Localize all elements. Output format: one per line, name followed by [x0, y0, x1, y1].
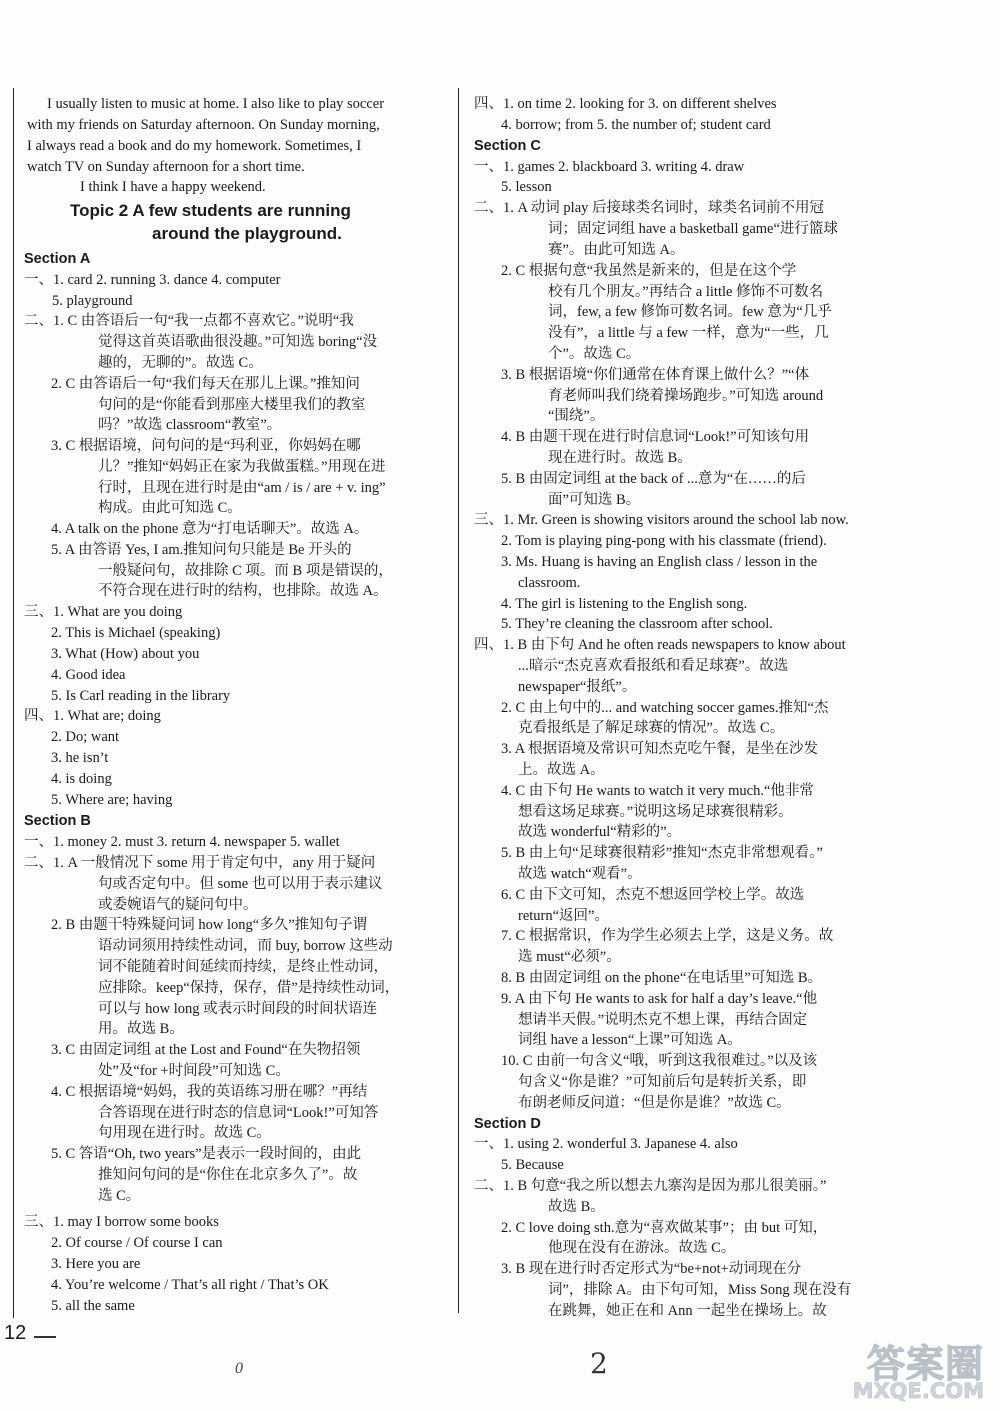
answer-line: 一、1. card 2. running 3. dance 4. computer: [24, 272, 281, 288]
answer-line: 10. C 由前一句含义“哦，听到这我很难过。”以及该: [501, 1053, 818, 1069]
answer-line: 4. is doing: [51, 771, 112, 787]
answer-line: 5. playground: [52, 293, 133, 309]
answer-line: 四、1. on time 2. looking for 3. on different shelves: [474, 96, 777, 112]
marginal-mark: 0: [235, 1360, 243, 1377]
answer-line: 4. C 由下句 He wants to watch it very much.“他非常: [501, 783, 814, 799]
answer-line: 育老师叫我们绕着操场跑步。”可知选 around: [548, 388, 824, 404]
answer-line: 趣的，无聊的”。故选 C。: [98, 355, 263, 371]
answer-line: 构成。由此可知选 C。: [98, 500, 242, 516]
answer-line: 或委婉语气的疑问句中。: [98, 897, 258, 913]
answer-line: classroom.: [518, 575, 581, 591]
answer-line: 布朗老师反问道：“但是你是谁？”故选 C。: [518, 1095, 791, 1111]
answer-line: 处”及“for +时间段”可知选 C。: [98, 1063, 290, 1079]
answer-line: 3. A 根据语境及常识可知杰克吃午餐，是坐在沙发: [501, 741, 818, 757]
answer-line: 5. B 由上句“足球赛很精彩”推知“杰克非常想观看。”: [501, 845, 823, 861]
answer-line: 选 C。: [98, 1188, 141, 1204]
answer-line: “围绕”。: [548, 408, 605, 424]
answer-line: 一、1. using 2. wonderful 3. Japanese 4. also: [474, 1136, 738, 1152]
answer-line: 2. C 由上句中的... and watching soccer games.推知“杰: [501, 700, 829, 716]
answer-line: 词，few, a few 修饰可数名词。few 意为“几乎: [548, 304, 832, 320]
page-number-dash: [34, 1336, 56, 1338]
answer-line: 没有”，a little 与 a few 一样，意为“一些，几: [548, 325, 829, 341]
answer-line: 应排除。keep“保持，保存，借”是持续性动词，: [98, 980, 400, 996]
answer-line: 故选 watch“观看”。: [518, 866, 642, 882]
answer-line: 3. Ms. Huang is having an English class / lesson in the: [501, 554, 818, 570]
answer-line: 故选 wonderful“精彩的”。: [518, 824, 682, 840]
column-divider: [458, 88, 459, 1313]
section-heading: Section C: [474, 138, 541, 154]
answer-line: 3. B 现在进行时否定形式为“be+not+动词现在分: [501, 1261, 802, 1277]
left-margin-line: [13, 88, 14, 1318]
answer-line: 4. Good idea: [51, 667, 126, 683]
answer-line: 5. A 由答语 Yes, I am.推知问句只能是 Be 开头的: [51, 542, 352, 558]
answer-line: 2. Tom is playing ping-pong with his classmate (friend).: [501, 533, 827, 549]
answer-line: 不符合现在进行时的结构，也排除。故选 A。: [98, 583, 388, 599]
section-heading: Section A: [24, 251, 91, 267]
answer-line: 4. The girl is listening to the English song.: [501, 596, 748, 612]
answer-line: 四、1. B 由下句 And he often reads newspapers to know about: [474, 637, 846, 653]
answer-line: 2. C 由答语后一句“我们每天在那儿上课。”推知问: [51, 376, 360, 392]
watermark: [816, 1333, 992, 1403]
answer-line: I think I have a happy weekend.: [80, 179, 266, 195]
answer-line: newspaper“报纸”。: [518, 679, 637, 695]
answer-line: 选 must“必须”。: [518, 949, 621, 965]
answer-line: 四、1. What are; doing: [24, 708, 161, 724]
answer-line: 一、1. money 2. must 3. return 4. newspaper 5. wallet: [24, 834, 340, 850]
answer-line: 3. C 根据语境，问句问的是“玛利亚，你妈妈在哪: [51, 438, 361, 454]
answer-line: 他现在没有在游泳。故选 C。: [548, 1240, 736, 1256]
answer-line: I usually listen to music at home. I also like to play soccer: [47, 96, 385, 112]
answer-line: 2. B 由题干特殊疑问词 how long“多久”推知句子谓: [51, 917, 368, 933]
answer-line: 9. A 由下句 He wants to ask for half a day’s leave.“他: [501, 991, 818, 1007]
answer-line: 故选 B。: [548, 1199, 605, 1215]
answer-line: 克看报纸是了解足球赛的情况”。故选 C。: [518, 720, 785, 736]
answer-line: 5. They’re cleaning the classroom after school.: [501, 616, 773, 632]
topic-title: Topic 2 A few students are running: [70, 201, 351, 220]
answer-line: 觉得这首英语歌曲很没趣。”可知选 boring“没: [98, 334, 378, 350]
answer-line: ...暗示“杰克喜欢看报纸和看足球赛”。故选: [518, 658, 789, 674]
answer-line: 想请半天假。”说明杰克不想上课，再结合固定: [518, 1012, 808, 1028]
answer-line: 词”，排除 A。由下句可知，Miss Song 现在没有: [548, 1282, 852, 1298]
answer-line: 6. C 由下文可知，杰克不想返回学校上学。故选: [501, 887, 805, 903]
answer-line: 4. A talk on the phone 意为“打电话聊天”。故选 A。: [51, 521, 369, 537]
answer-line: 3. B 根据语境“你们通常在体育课上做什么？”“体: [501, 367, 810, 383]
answer-line: 面”可知选 B。: [548, 492, 641, 508]
answer-line: 可以与 how long 或表示时间段的时间状语连: [98, 1001, 378, 1017]
answer-line: 三、1. Mr. Green is showing visitors around the school lab now.: [474, 512, 849, 528]
answer-line: 5. Where are; having: [51, 792, 173, 808]
answer-line: 一般疑问句，故排除 C 项。而 B 项是错误的，: [98, 563, 393, 579]
section-heading: Section D: [474, 1116, 541, 1132]
answer-line: 词不能随着时间延续而持续，是终止性动词，: [98, 959, 388, 975]
answer-line: 5. B 由固定词组 at the back of ...意为“在……的后: [501, 471, 806, 487]
answer-line: return“返回”。: [518, 908, 609, 924]
answer-line: 二、1. A 动词 play 后接球类名词时，球类名词前不用冠: [474, 200, 825, 216]
answer-line: 2. This is Michael (speaking): [51, 625, 221, 641]
answer-line: 句或否定句中。但 some 也可以用于表示建议: [98, 876, 383, 892]
answer-line: 二、1. A 一般情况下 some 用于肯定句中，any 用于疑问: [24, 855, 376, 871]
answer-line: 5. C 答语“Oh, two years”是表示一段时间的，由此: [51, 1146, 362, 1162]
answer-line: 7. C 根据常识，作为学生必须去上学，这是义务。故: [501, 928, 834, 944]
page-number: 12: [4, 1322, 27, 1344]
answer-line: 句用现在进行时。故选 C。: [98, 1125, 271, 1141]
answer-line: 4. C 根据语境“妈妈，我的英语练习册在哪？”再结: [51, 1084, 368, 1100]
answer-line: 儿？”推知“妈妈正在家为我做蛋糕。”用现在进: [98, 459, 386, 475]
answer-line: 二、1. B 句意“我之所以想去九寨沟是因为那儿很美丽。”: [474, 1178, 827, 1194]
answer-line: 5. all the same: [51, 1298, 135, 1314]
section-heading: Section B: [24, 813, 91, 829]
answer-line: 2. Of course / Of course I can: [51, 1235, 223, 1251]
answer-line: 3. Here you are: [51, 1256, 141, 1272]
answer-line: 8. B 由固定词组 on the phone“在电话里”可知选 B。: [501, 970, 822, 986]
answer-line: 在跳舞，她正在和 Ann 一起坐在操场上。故: [548, 1303, 827, 1319]
answer-line: 句问的是“你能看到那座大楼里我们的教室: [98, 397, 366, 413]
answer-line: 5. lesson: [501, 179, 552, 195]
watermark-url: MXQE.COM: [852, 1379, 984, 1403]
answer-line: 3. he isn’t: [51, 750, 109, 766]
answer-line: 2. C love doing sth.意为“喜欢做某事”；由 but 可知，: [501, 1220, 828, 1236]
answer-line: 行时，且现在进行时是由“am / is / are + v. ing”: [98, 480, 386, 496]
topic-title: around the playground.: [152, 224, 342, 243]
answer-line: 想看这场足球赛。”说明这场足球赛很精彩。: [518, 804, 793, 820]
answer-line: 用。故选 B。: [98, 1021, 184, 1037]
answer-line: 合答语现在进行时态的信息词“Look!”可知答: [98, 1105, 379, 1121]
answer-line: 2. C 根据句意“我虽然是新来的，但是在这个学: [501, 263, 797, 279]
answer-line: 4. B 由题干现在进行时信息词“Look!”可知该句用: [501, 429, 810, 445]
answer-line: 上。故选 A。: [518, 762, 605, 778]
answer-line: 5. Is Carl reading in the library: [51, 688, 231, 704]
answer-line: 4. borrow; from 5. the number of; student card: [501, 117, 771, 133]
answer-line: I always read a book and do my homework. Sometimes, I: [27, 138, 362, 154]
answer-line: 3. What (How) about you: [51, 646, 200, 662]
answer-line: 词组 have a lesson“上课”可知选 A。: [518, 1032, 742, 1048]
answer-line: 一、1. games 2. blackboard 3. writing 4. draw: [474, 159, 745, 175]
answer-line: 语动词须用持续性动词，而 buy, borrow 这些动: [98, 938, 393, 954]
answer-line: 校有几个朋友。”再结合 a little 修饰不可数名: [548, 284, 824, 300]
answer-line: 4. You’re welcome / That’s all right / That’s OK: [51, 1277, 329, 1293]
watermark-logo-text: 答案圈: [866, 1342, 984, 1386]
answer-line: 三、1. What are you doing: [24, 604, 183, 620]
answer-line: 推知问句问的是“你住在北京多久了”。故: [98, 1167, 358, 1183]
answer-line: 赛”。由此可知选 A。: [548, 242, 685, 258]
answer-line: 二、1. C 由答语后一句“我一点都不喜欢它。”说明“我: [24, 313, 354, 329]
answer-line: 句含义“你是谁？”可知前后句是转折关系，即: [518, 1074, 807, 1090]
answer-line: 2. Do; want: [51, 729, 120, 745]
answer-line: 词；固定词组 have a basketball game“进行篮球: [548, 221, 838, 237]
answer-line: 吗？”故选 classroom“教室”。: [98, 417, 282, 433]
answer-line: 5. Because: [501, 1157, 564, 1173]
answer-line: 个”。故选 C。: [548, 346, 641, 362]
answer-line: with my friends on Saturday afternoon. On Sunday morning,: [27, 117, 380, 133]
marginal-mark: 2: [590, 1347, 608, 1380]
answer-line: 现在进行时。故选 B。: [548, 450, 692, 466]
answer-line: 三、1. may I borrow some books: [24, 1214, 219, 1230]
answer-line: watch TV on Sunday afternoon for a short time.: [27, 159, 305, 175]
answer-line: 3. C 由固定词组 at the Lost and Found“在失物招领: [51, 1042, 361, 1058]
